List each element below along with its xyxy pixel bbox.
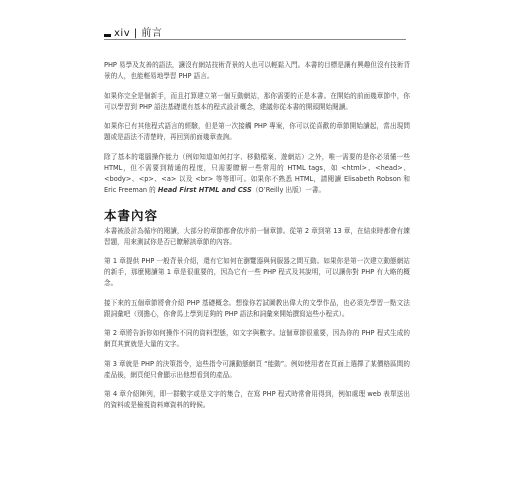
intro-paragraph-1: PHP 易學及友善的語法，讓沒有網站技術背景的人也可以輕鬆入門。本書的目標是讓有興趣但沒有技術背景的人，也能輕易地學習 PHP 語言。	[104, 61, 410, 80]
book-title: Head First HTML and CSS	[157, 185, 252, 194]
section-paragraph-3: 接下來的五個章節將會介紹 PHP 基礎概念。想像你若試圖教出偉大的文學作品，也必須先學習一點文法跟詞彙吧（別擔心，你會馬上學到足夠的 PHP 語法和詞彙來開始撰寫這些小程式）。	[104, 298, 410, 318]
section-paragraph-2: 第 1 章提供 PHP 一般背景介紹，還有它如何在瀏覽器與伺服器之間互動。如果你是第一次建立動態網站的新手，那麼閱讀第 1 章是很重要的，因為它有一些 PHP 程式及其說明，可以讓你對 PHP 有大略的概念。	[104, 257, 410, 287]
header-rule	[104, 39, 406, 40]
intro-paragraph-2: 如果你完全是個新手，而且打算建立第一個互動網站，那你需要的正是本書。在開始的前面幾章節中，你可以學習到 PHP 語法基礎還有基本的程式設計概念，建議你從本書的開頭開始閱讀。	[104, 91, 410, 111]
page-body	[104, 60, 410, 420]
page-number-label: xiv | 前言	[114, 28, 163, 39]
section-paragraph-4: 第 2 章將告訴你如何操作不同的資料型態，如文字與數字。這個章節很重要，因為你的 PHP 程式生成的網頁其實就是大量的文字。	[104, 329, 410, 348]
section-paragraph-6: 第 4 章介紹陣列，即一群數字或是文字的集合，在寫 PHP 程式時常會用得到，例如處理 web 表單送出的資料或是檢視資料庫資料的時候。	[104, 390, 410, 409]
html-requirements-paragraph	[104, 152, 410, 196]
section-paragraph-1: 本書被設計為循序的閱讀，大部分的章節都會依序前一個章節。從第 2 章到第 13 章，在結束時都會有練習題，用來測試你是否已瞭解該章節的內容。	[104, 226, 410, 246]
section-heading: 本書內容	[104, 207, 159, 223]
intro-paragraph-3: 如果你已有其他程式語言的經驗，但是第一次接觸 PHP 專案，你可以從喜歡的章節開始讀起，當出現問題或是語法不清楚時，再回到前面幾章查詢。	[104, 122, 410, 141]
header-marker-bar	[104, 34, 111, 37]
running-header	[104, 22, 406, 40]
html-paragraph-text-end: （O’Reilly 出版）一書。	[251, 185, 326, 194]
html-paragraph-text: 除了基本的電腦操作能力（例如知道如何打字、移動檔案、遊網站）之外，唯一需要的是你必須懂一些 HTML，但不需要到精通的程度，只需要瞭解一些常用的 HTML tags，如 <html>、<head>、<body>、<p>、<a> 以及 <br> 等等即可。如果你不熟悉 HTML，請閱讀 Elisabeth Robson 和 Eric Freeman 的	[104, 152, 410, 194]
section-paragraph-5: 第 3 章就是 PHP 的決策指令，這些指令可讓動態網頁 “能動”。例如使用者在頁面上選擇了某價格區間的產品後，網頁便只會顯示出他想看到的產品。	[104, 359, 410, 379]
